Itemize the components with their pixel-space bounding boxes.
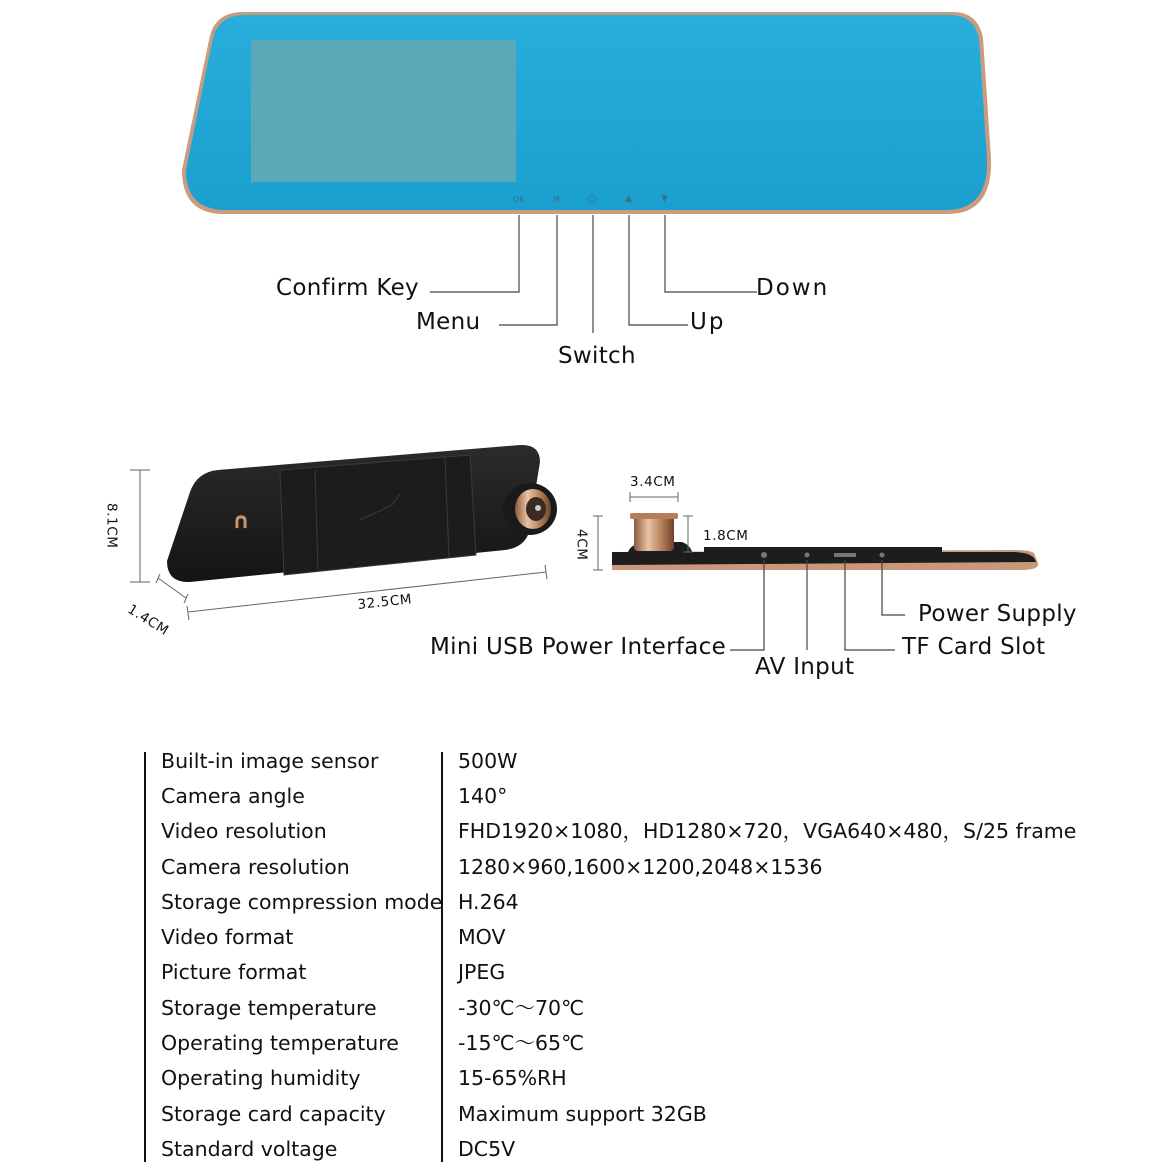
down-line <box>665 215 757 292</box>
total-height-dimension: 4CM <box>573 529 590 561</box>
spec-label: Standard voltage <box>161 1137 338 1161</box>
tf-card-slot-label: TF Card Slot <box>902 634 1046 660</box>
side-callout-lines <box>730 560 905 650</box>
spec-value: 140° <box>458 784 508 808</box>
power-supply-label: Power Supply <box>918 601 1077 627</box>
menu-label: Menu <box>416 309 481 335</box>
front-mirror <box>182 12 991 214</box>
side-body <box>612 513 1038 570</box>
tf-card-slot <box>834 553 856 557</box>
mini-usb-line <box>730 560 764 650</box>
up-line <box>629 215 688 325</box>
spec-label: Storage temperature <box>161 996 377 1020</box>
power-icon[interactable]: ⏻ <box>588 194 596 205</box>
spec-label: Operating temperature <box>161 1031 399 1055</box>
up-label: Up <box>690 309 726 335</box>
spec-label: Video resolution <box>161 819 327 843</box>
mounting-bracket <box>280 455 476 575</box>
confirm-key-line <box>430 215 519 292</box>
spec-label: Operating humidity <box>161 1066 361 1090</box>
spec-label: Storage compression mode <box>161 890 443 914</box>
spec-label: Picture format <box>161 960 307 984</box>
spec-value: -30℃～70℃ <box>458 996 585 1020</box>
ok-button-icon[interactable]: OK <box>513 195 525 204</box>
spec-value: 1280×960,1600×1200,2048×1536 <box>458 855 823 879</box>
side-lens <box>634 515 674 551</box>
spec-value: 15-65%RH <box>458 1066 567 1090</box>
lens-height-dimension: 1.8CM <box>703 528 749 544</box>
back-body <box>167 445 557 582</box>
power-port <box>880 553 885 558</box>
spec-label: Built-in image sensor <box>161 749 379 773</box>
spec-label: Camera resolution <box>161 855 350 879</box>
depth-dimension: 1.4CM <box>124 601 172 640</box>
width-dimension: 32.5CM <box>356 591 413 613</box>
side-bracket <box>704 547 942 559</box>
spec-value: 500W <box>458 749 518 773</box>
spec-label: Camera angle <box>161 784 305 808</box>
spec-label: Storage card capacity <box>161 1102 386 1126</box>
menu-button-icon[interactable]: M <box>553 195 560 204</box>
confirm-key-label: Confirm Key <box>276 275 419 301</box>
height-dimension: 8.1CM <box>103 502 120 549</box>
mini-usb-label: Mini USB Power Interface <box>430 634 727 660</box>
triangle-down-icon[interactable]: ▼ <box>661 194 668 204</box>
brand-icon: ∩ <box>232 509 250 534</box>
switch-label: Switch <box>558 343 636 369</box>
spec-value: H.264 <box>458 890 519 914</box>
spec-value: -15℃～65℃ <box>458 1031 585 1055</box>
mini-usb-port <box>761 552 767 558</box>
down-label: Down <box>756 275 830 301</box>
spec-label: Video format <box>161 925 294 949</box>
tf-card-line <box>845 560 895 650</box>
triangle-up-icon[interactable]: ▲ <box>625 194 632 204</box>
lens-width-dimension: 3.4CM <box>630 474 676 490</box>
display-screen <box>251 40 516 182</box>
spec-value: DC5V <box>458 1137 516 1161</box>
spec-value: Maximum support 32GB <box>458 1102 707 1126</box>
av-port <box>805 553 810 558</box>
back-camera-lens <box>503 483 557 535</box>
spec-value: JPEG <box>458 960 506 984</box>
menu-line <box>499 215 557 325</box>
spec-value: FHD1920×1080，HD1280×720，VGA640×480，S/25 frame <box>458 819 1077 843</box>
av-input-label: AV Input <box>755 654 855 680</box>
spec-value: MOV <box>458 925 506 949</box>
